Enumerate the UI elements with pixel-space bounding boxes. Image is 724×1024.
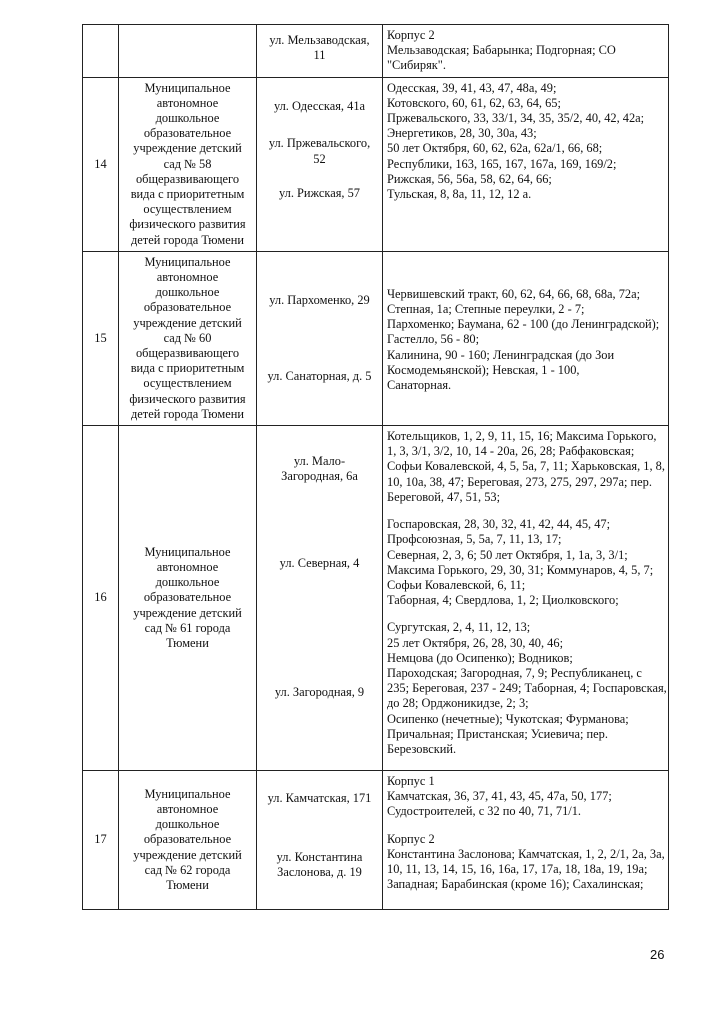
street-line: Березовский. bbox=[387, 741, 457, 756]
institution-name-line: вида с приоритетным bbox=[130, 187, 245, 202]
street-line: Максима Горького, 29, 30, 31; Коммунаров, 4, 5, 7; bbox=[387, 562, 654, 577]
building-address bbox=[261, 619, 378, 767]
street-line: Софьи Ковалевской, 6, 11; bbox=[387, 577, 526, 592]
institution-name-line: дошкольное bbox=[155, 111, 220, 126]
street-block bbox=[387, 287, 664, 393]
building-address-line: 52 bbox=[313, 151, 326, 166]
street-line: Санаторная. bbox=[387, 378, 452, 393]
street-block bbox=[387, 620, 667, 757]
street-line: Камчатская, 36, 37, 41, 43, 45, 47а, 50, 177; bbox=[387, 789, 612, 804]
street-line: Рижская, 56, 56а, 58, 62, 64, 66; bbox=[387, 171, 552, 186]
building-address-line: ул. Константина bbox=[276, 849, 363, 864]
street-block bbox=[387, 81, 664, 203]
institution-name-line: образовательное bbox=[143, 832, 232, 847]
institution-name-line: детей города Тюмени bbox=[131, 406, 244, 421]
institution-name-line: физического развития bbox=[129, 217, 246, 232]
institution-name bbox=[119, 771, 257, 910]
institution-name-line: Муниципальное bbox=[144, 254, 231, 269]
row-number: 16 bbox=[83, 426, 119, 771]
institution-name-line: Тюмени bbox=[166, 878, 209, 893]
street-line: Береговой, 47, 51, 53; bbox=[387, 489, 501, 504]
street-line: Госпаровская, 28, 30, 32, 41, 42, 44, 45, 47; bbox=[387, 517, 611, 532]
street-line: 235; Береговая, 237 - 249; Таборная, 4; Госпаровская, bbox=[387, 681, 667, 696]
institution-name-line: учреждение детский bbox=[133, 141, 242, 156]
institution-name-line: автономное bbox=[156, 95, 219, 110]
street-line: Профсоюзная, 5, 5а, 7, 11, 13, 17; bbox=[387, 532, 562, 547]
row-number: 15 bbox=[83, 251, 119, 425]
table-row bbox=[83, 251, 669, 425]
street-line: Причальная; Пристанская; Усиевича; пер. bbox=[387, 726, 608, 741]
street-line: Северная, 2, 3, 6; 50 лет Октября, 1, 1а, 3, 3/1; bbox=[387, 547, 628, 562]
building-addresses bbox=[257, 426, 383, 771]
assigned-streets bbox=[383, 25, 669, 78]
assigned-streets bbox=[383, 426, 669, 771]
institution-name-line: дошкольное bbox=[155, 575, 220, 590]
assigned-streets bbox=[383, 77, 669, 251]
street-line: Пархоменко; Баумана, 62 - 100 (до Ленинградской); bbox=[387, 317, 660, 332]
building-address-line: ул. Санаторная, д. 5 bbox=[267, 369, 372, 384]
street-line: Судостроителей, с 32 по 40, 71, 71/1. bbox=[387, 804, 581, 819]
institution-name-line: осуществлением bbox=[143, 376, 232, 391]
table-row bbox=[83, 25, 669, 78]
institution-name-line: учреждение детский bbox=[133, 605, 242, 620]
street-line: Западная; Барабинская (кроме 16); Сахалинская; bbox=[387, 877, 644, 892]
building-address-line: Загородная, 6а bbox=[281, 469, 358, 484]
street-block bbox=[387, 832, 664, 893]
institution-name-line: сад № 58 bbox=[163, 156, 212, 171]
table-row bbox=[83, 77, 669, 251]
institution-name-line: сад № 62 города bbox=[144, 862, 231, 877]
building-address-line: ул. Камчатская, 171 bbox=[267, 791, 372, 806]
institution-name-line: общеразвивающего bbox=[135, 346, 240, 361]
street-line: Энергетиков, 28, 30, 30а, 43; bbox=[387, 126, 537, 141]
building-address-line: ул. Пржевальского, bbox=[268, 136, 371, 151]
institution-name-line: детей города Тюмени bbox=[131, 232, 244, 247]
street-block bbox=[387, 517, 664, 608]
institution-name-line: автономное bbox=[156, 270, 219, 285]
institution-name-line: автономное bbox=[156, 560, 219, 575]
street-block bbox=[387, 28, 664, 74]
street-line: Котовского, 60, 61, 62, 63, 64, 65; bbox=[387, 95, 561, 110]
institution-name-line: сад № 60 bbox=[163, 330, 212, 345]
assigned-streets bbox=[383, 251, 669, 425]
building-address-line: Заслонова, д. 19 bbox=[277, 865, 362, 880]
building-address bbox=[261, 171, 378, 217]
street-line: Корпус 1 bbox=[387, 774, 435, 789]
building-address-line: ул. Северная, 4 bbox=[279, 556, 360, 571]
institution-name-line: образовательное bbox=[143, 126, 232, 141]
street-line: Корпус 2 bbox=[387, 831, 435, 846]
building-address-line: ул. Пархоменко, 29 bbox=[269, 293, 370, 308]
school-districts-table bbox=[82, 24, 669, 910]
street-line: Тульская, 8, 8а, 11, 12, 12 а. bbox=[387, 187, 532, 202]
building-address bbox=[261, 429, 378, 509]
building-address-line: ул. Рижская, 57 bbox=[278, 186, 360, 200]
street-line: Одесская, 39, 41, 43, 47, 48а, 49; bbox=[387, 80, 557, 95]
street-block bbox=[387, 429, 664, 505]
institution-name-line: осуществлением bbox=[143, 202, 232, 217]
institution-name bbox=[119, 426, 257, 771]
building-address bbox=[261, 133, 378, 171]
building-address-line: ул. Одесская, 41а bbox=[273, 99, 366, 113]
row-number: 14 bbox=[83, 77, 119, 251]
building-addresses bbox=[257, 771, 383, 910]
building-address bbox=[261, 509, 378, 619]
street-line: Таборная, 4; Свердлова, 1, 2; Циолковского; bbox=[387, 593, 619, 608]
street-line: Калинина, 90 - 160; Ленинградская (до Зои bbox=[387, 347, 615, 362]
street-line: Немцова (до Осипенко); Водников; bbox=[387, 650, 573, 665]
street-line: Степная, 1а; Степные переулки, 2 - 7; bbox=[387, 302, 585, 317]
building-address bbox=[261, 28, 378, 68]
street-line: Пржевальского, 33, 33/1, 34, 35, 35/2, 40, 42, 42а; bbox=[387, 111, 645, 126]
street-line: Константина Заслонова; Камчатская, 1, 2, 2/1, 2а, 3а, bbox=[387, 846, 665, 861]
institution-name-line: Муниципальное bbox=[144, 544, 231, 559]
institution-name-line: вида с приоритетным bbox=[130, 361, 245, 376]
street-line: Мельзаводская; Бабарынка; Подгорная; СО bbox=[387, 43, 616, 58]
institution-name-line: образовательное bbox=[143, 300, 232, 315]
building-addresses bbox=[257, 77, 383, 251]
institution-name-line: физического развития bbox=[129, 391, 246, 406]
street-line: 10, 11, 13, 14, 15, 16, 16а, 17, 17а, 18, 18а, 19, 19а; bbox=[387, 862, 648, 877]
institution-name-line: учреждение детский bbox=[133, 847, 242, 862]
street-line: 25 лет Октября, 26, 28, 30, 40, 46; bbox=[387, 635, 564, 650]
institution-name-line: Муниципальное bbox=[144, 786, 231, 801]
institution-name-line: Тюмени bbox=[166, 636, 209, 651]
building-address bbox=[261, 347, 378, 407]
street-line: Червишевский тракт, 60, 62, 64, 66, 68, 68а, 72а; bbox=[387, 286, 641, 301]
street-line: Корпус 2 bbox=[387, 28, 435, 42]
street-line: 1, 3, 3/1, 3/2, 10, 14 - 20а, 26, 28; Рабфаковская; bbox=[387, 444, 635, 459]
building-address bbox=[261, 774, 378, 824]
table-row bbox=[83, 771, 669, 910]
institution-name-line: дошкольное bbox=[155, 817, 220, 832]
building-address-line: ул. Мало- bbox=[293, 453, 346, 468]
institution-name-line: общеразвивающего bbox=[135, 171, 240, 186]
street-line: Космодемьянской); Невская, 1 - 100, bbox=[387, 362, 580, 377]
table-row bbox=[83, 426, 669, 771]
street-line: Софьи Ковалевской, 4, 5, 5а, 7, 11; Харьковская, 1, 8, bbox=[387, 459, 665, 474]
street-block bbox=[387, 774, 664, 820]
building-address bbox=[261, 255, 378, 347]
institution-name-line: учреждение детский bbox=[133, 315, 242, 330]
page-number: 26 bbox=[650, 947, 665, 962]
street-line: 10, 10а, 38, 47; Береговая, 273, 275, 297, 297а; пер. bbox=[387, 474, 652, 489]
row-number: 17 bbox=[83, 771, 119, 910]
institution-name-line: сад № 61 города bbox=[144, 620, 231, 635]
institution-name-line: автономное bbox=[156, 802, 219, 817]
institution-name bbox=[119, 251, 257, 425]
row-number bbox=[83, 25, 119, 78]
street-line: Пароходская; Загородная, 7, 9; Республиканец, с bbox=[387, 665, 642, 680]
institution-name-line: дошкольное bbox=[155, 285, 220, 300]
institution-name bbox=[119, 25, 257, 78]
building-address-line: ул. Мельзаводская, bbox=[269, 32, 370, 47]
building-address bbox=[261, 81, 378, 133]
institution-name-line: образовательное bbox=[143, 590, 232, 605]
institution-name bbox=[119, 77, 257, 251]
institution-name-line: Муниципальное bbox=[144, 80, 231, 95]
building-addresses bbox=[257, 251, 383, 425]
building-address-line: 11 bbox=[313, 48, 326, 62]
street-line: Республики, 163, 165, 167, 167а, 169, 169/2; bbox=[387, 156, 617, 171]
street-line: Сургутская, 2, 4, 11, 12, 13; bbox=[387, 620, 531, 635]
assigned-streets bbox=[383, 771, 669, 910]
street-line: до 28; Орджоникидзе, 2; 3; bbox=[387, 696, 529, 711]
street-line: Гастелло, 56 - 80; bbox=[387, 332, 480, 347]
street-line: "Сибиряк". bbox=[387, 58, 446, 73]
street-line: Котельщиков, 1, 2, 9, 11, 15, 16; Максима Горького, bbox=[387, 429, 657, 444]
street-line: 50 лет Октября, 60, 62, 62а, 62а/1, 66, 68; bbox=[387, 141, 603, 156]
street-line: Осипенко (нечетные); Чукотская; Фурманова; bbox=[387, 711, 629, 726]
building-address bbox=[261, 824, 378, 906]
building-address-line: ул. Загородная, 9 bbox=[274, 685, 365, 700]
building-addresses bbox=[257, 25, 383, 78]
